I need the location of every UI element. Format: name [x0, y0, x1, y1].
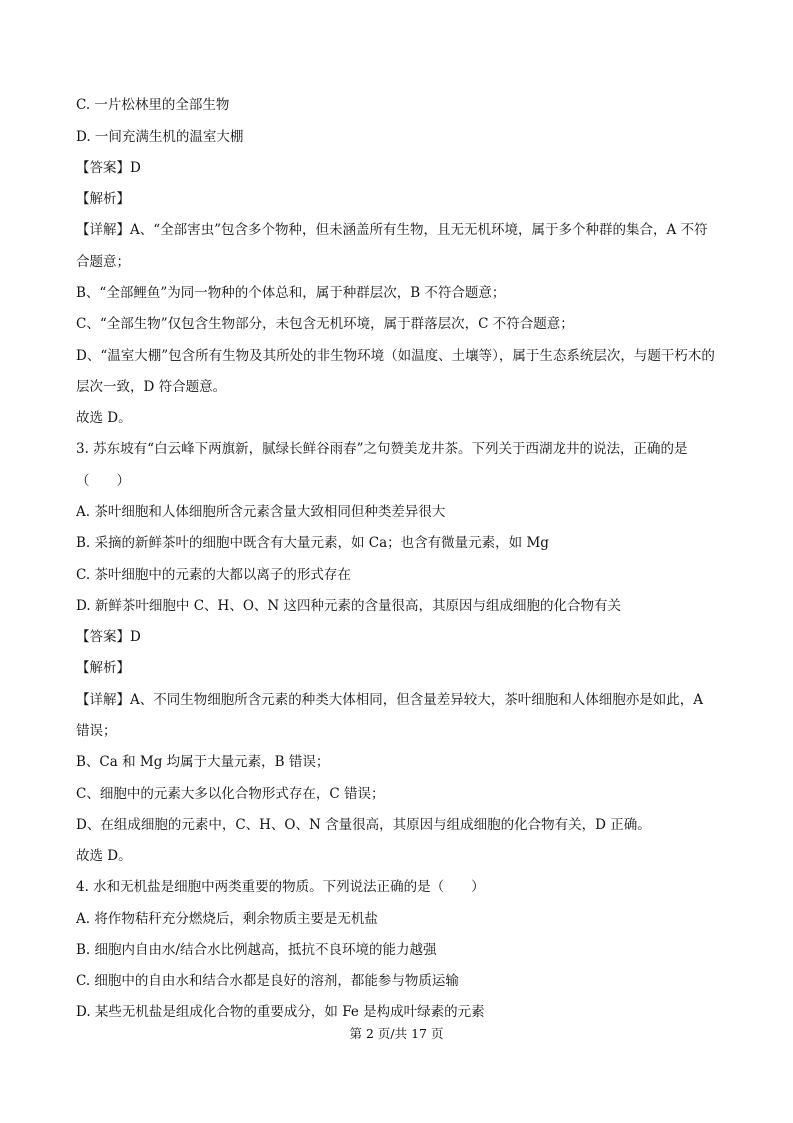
- explanation-line: B、Ca 和 Mg 均属于大量元素，B 错误；: [76, 754, 330, 770]
- question-3-stem: 3. 苏东坡有“白云峰下两旗新，腻绿长鲜谷雨春”之句赞美龙井茶。下列关于西湖龙井的说法，正确的是: [76, 441, 688, 457]
- explanation-line: C、细胞中的元素大多以化合物形式存在，C 错误；: [76, 786, 385, 802]
- option-d: D. 新鲜茶叶细胞中 C、H、O、N 这四种元素的含量很高，其原因与组成细胞的化合物有关: [76, 598, 621, 614]
- option-c: C. 细胞中的自由水和结合水都是良好的溶剂，都能参与物质运输: [76, 973, 459, 989]
- explanation-line: D、“温室大棚”包含所有生物及其所处的非生物环境（如温度、土壤等），属于生态系统层次，与题干朽木的: [76, 348, 715, 364]
- option-d: D. 某些无机盐是组成化合物的重要成分，如 Fe 是构成叶绿素的元素: [76, 1004, 485, 1020]
- explanation-line: 【详解】A、不同生物细胞所含元素的种类大体相同，但含量差异较大，茶叶细胞和人体细胞亦是如此，A: [76, 692, 703, 708]
- question-4-stem: 4. 水和无机盐是细胞中两类重要的物质。下列说法正确的是（ ）: [76, 879, 485, 895]
- explanation-line: D、在组成细胞的元素中，C、H、O、N 含量很高，其原因与组成细胞的化合物有关，D 正确。: [76, 817, 651, 833]
- option-a: A. 将作物秸秆充分燃烧后，剩余物质主要是无机盐: [76, 911, 378, 927]
- explanation-line: C、“全部生物”仅包含生物部分，未包含无机环境，属于群落层次，C 不符合题意；: [76, 316, 574, 332]
- explanation-line: 【详解】A、“全部害虫”包含多个物种，但未涵盖所有生物，且无无机环境，属于多个种群的集合，A 不符: [76, 222, 708, 238]
- conclusion-line: 故选 D。: [76, 410, 132, 426]
- answer-label: 【答案】D: [76, 629, 141, 645]
- conclusion-line: 故选 D。: [76, 848, 132, 864]
- question-3-stem: （ ）: [76, 473, 130, 489]
- option-a: A. 茶叶细胞和人体细胞所含元素含量大致相同但种类差异很大: [76, 504, 446, 520]
- option-c: C. 茶叶细胞中的元素的大都以离子的形式存在: [76, 567, 351, 583]
- explanation-line: 合题意；: [76, 254, 130, 270]
- analysis-label: 【解析】: [76, 660, 130, 676]
- explanation-line: B、“全部鲤鱼”为同一物种的个体总和，属于种群层次，B 不符合题意；: [76, 285, 506, 301]
- option-c: C. 一片松林里的全部生物: [76, 97, 230, 113]
- option-b: B. 细胞内自由水/结合水比例越高，抵抗不良环境的能力越强: [76, 942, 437, 958]
- option-b: B. 采摘的新鲜茶叶的细胞中既含有大量元素，如 Ca；也含有微量元素，如 Mg: [76, 535, 549, 551]
- explanation-line: 层次一致，D 符合题意。: [76, 379, 227, 395]
- explanation-line: 错误；: [76, 723, 117, 739]
- page-footer: 第 2 页/共 17 页: [349, 1026, 444, 1041]
- option-d: D. 一间充满生机的温室大棚: [76, 129, 244, 145]
- answer-label: 【答案】D: [76, 160, 141, 176]
- analysis-label: 【解析】: [76, 191, 130, 207]
